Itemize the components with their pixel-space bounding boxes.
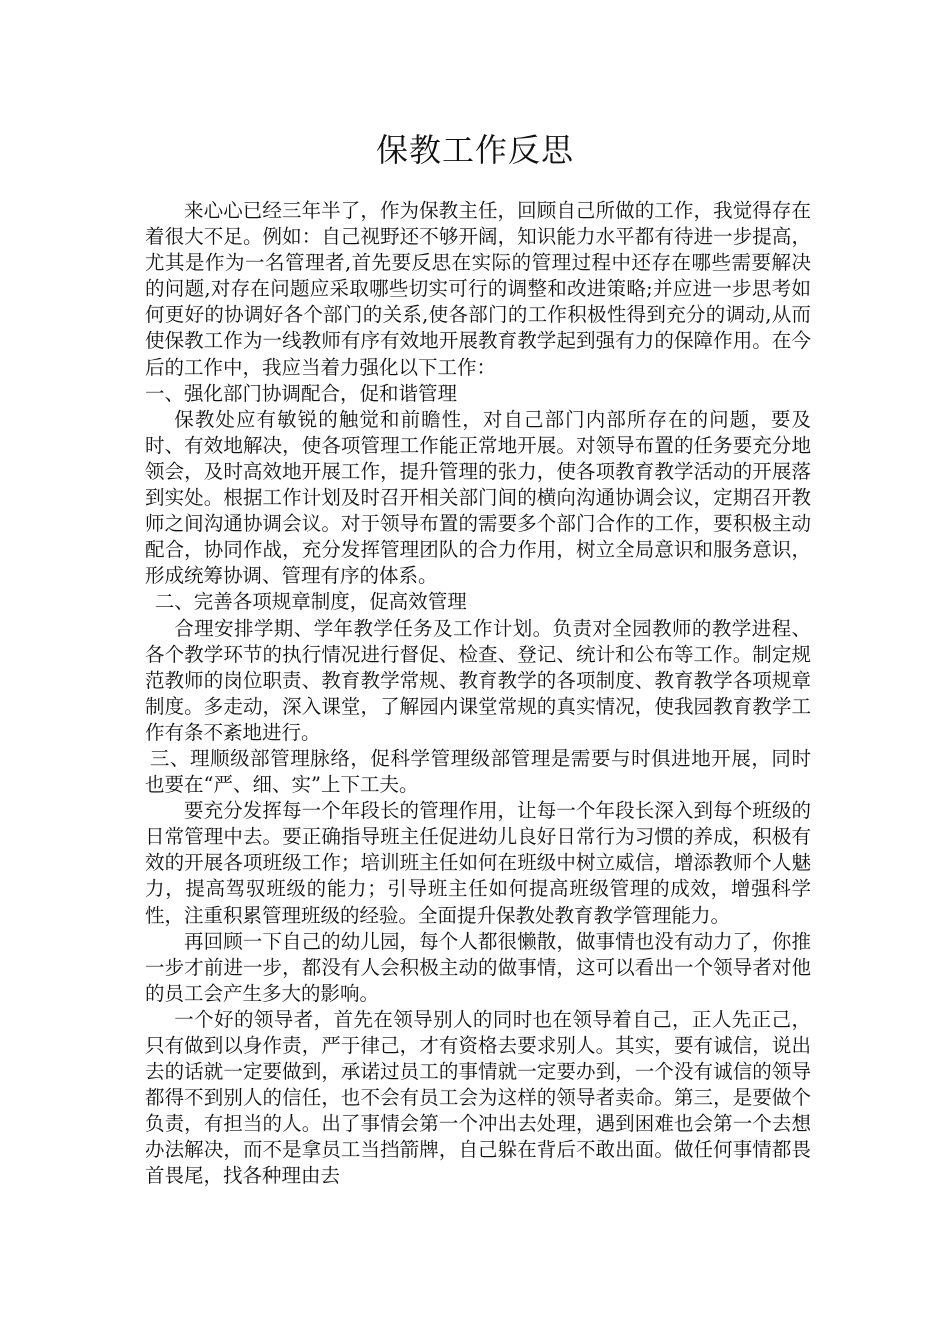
section-1-paragraph: 保教处应有敏锐的触觉和前瞻性，对自己部门内部所存在的问题，要及时、有效地解决，使各项管理工作能正常地开展。对领导布置的任务要充分地领会，及时高效地开展工作，提升管理的张力，使各项教育教学活动的开展落到实处。根据工作计划及时召开相关部门间的横向沟通协调会议，定期召开教师之间沟通协调会议。对于领导布置的需要多个部门合作的工作，要积极主动配合，协同作战，充分发挥管理团队的合力作用，树立全局意识和服务意识，形成统筹协调、管理有序的体系。 xyxy=(145,407,811,588)
document-title: 保教工作反思 xyxy=(375,131,574,169)
section-2-paragraph: 合理安排学期、学年教学任务及工作计划。负责对全园教师的教学进程、各个教学环节的执行情况进行督促、检查、登记、统计和公布等工作。制定规范教师的岗位职责、教育教学常规、教育教学的各项制度、教育教学各项规章制度。多走动，深入课堂，了解园内课堂常规的真实情况，使我园教育教学工作有条不紊地进行。 xyxy=(145,616,811,744)
document-body xyxy=(145,198,811,1190)
reflection-paragraph: 再回顾一下自己的幼儿园，每个人都很懒散，做事情也没有动力了，你推一步才前进一步，都没有人会积极主动的做事情，这可以看出一个领导者对他的员工会产生多大的影响。 xyxy=(145,929,811,1005)
section-3-paragraph: 要充分发挥每一个年段长的管理作用，让每一个年段长深入到每个班级的日常管理中去。要正确指导班主任促进幼儿良好日常行为习惯的养成，积极有效的开展各项班级工作；培训班主任如何在班级中树立威信，增添教师个人魅力，提高驾驭班级的能力；引导班主任如何提高班级管理的成效，增强科学性，注重积累管理班级的经验。全面提升保教处教育教学管理能力。 xyxy=(145,799,811,927)
intro-paragraph: 来心心已经三年半了，作为保教主任，回顾自己所做的工作，我觉得存在着很大不足。例如：自己视野还不够开阔，知识能力水平都有待进一步提高，尤其是作为一名管理者,首先要反思在实际的管理过程中还存在哪些需要解决的问题,对存在问题应采取哪些切实可行的调整和改进策略;并应进一步思考如何更好的协调好各个部门的关系,使各部门的工作积极性得到充分的调动,从而使保教工作为一线教师有序有效地开展教育教学起到强有力的保障作用。在今后的工作中，我应当着力强化以下工作： xyxy=(145,199,811,379)
section-heading-3: 三、理顺级部管理脉络，促科学管理级部管理是需要与时俱进地开展，同时也要在“严、细、实”上下工夫。 xyxy=(145,746,811,797)
leadership-paragraph: 一个好的领导者，首先在领导别人的同时也在领导着自己，正人先正己，只有做到以身作责，严于律己，才有资格去要求别人。其实，要有诚信，说出去的话就一定要做到，承诺过员工的事情就一定要办到，一个没有诚信的领导都得不到别人的信任，也不会有员工会为这样的领导者卖命。第三，是要做个负责，有担当的人。出了事情会第一个冲出去处理，遇到困难也会第一个去想办法解决，而不是拿员工当挡箭牌，自己躲在背后不敢出面。做任何事情都畏首畏尾，找各种理由去 xyxy=(145,1007,811,1188)
section-heading-1: 一、强化部门协调配合，促和谐管理 xyxy=(145,381,458,405)
section-heading-2: 二、完善各项规章制度，促高效管理 xyxy=(154,590,467,614)
